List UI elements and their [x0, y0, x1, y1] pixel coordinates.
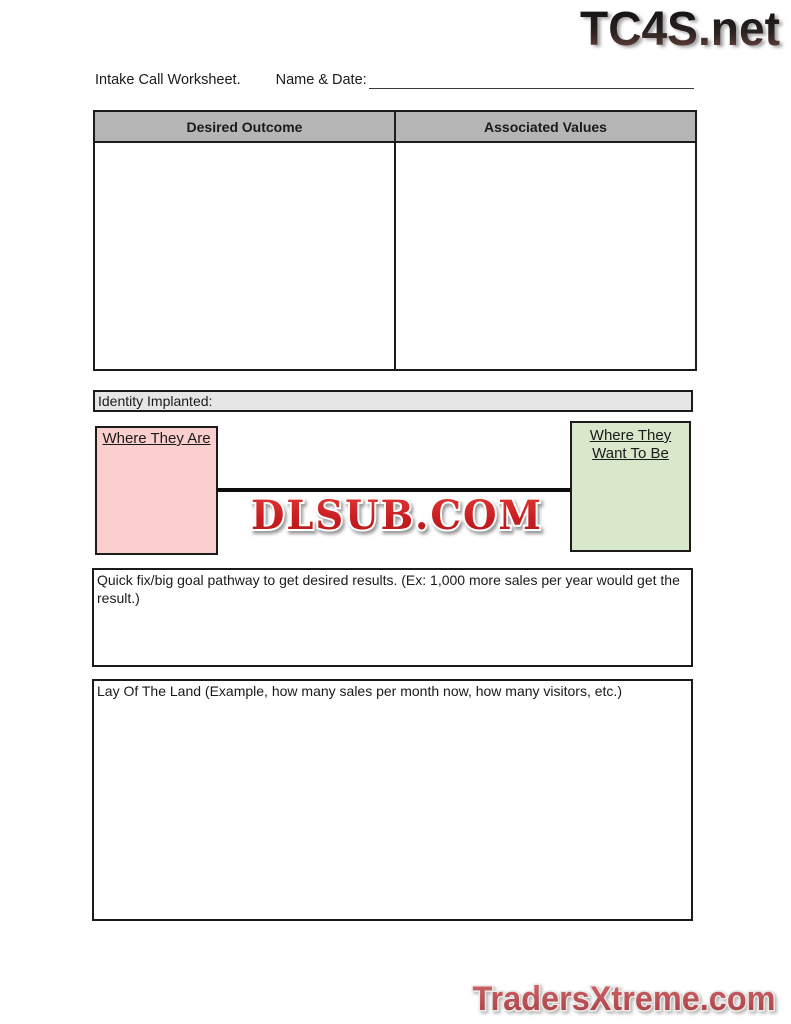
title-row [95, 71, 694, 89]
tradersxtreme-watermark [458, 972, 791, 1024]
column-header-associated-values: Associated Values [484, 118, 607, 135]
where-they-want-label-line1: Where They [589, 427, 672, 444]
where-they-are-box [95, 426, 218, 555]
name-date-blank-line [369, 72, 694, 89]
column-header-desired-outcome: Desired Outcome [95, 112, 396, 141]
desired-outcome-cell [95, 143, 396, 369]
associated-values-cell [396, 143, 695, 369]
tc4s-watermark [572, 0, 790, 58]
tradersxtreme-watermark-text: TradersXtreme.com [472, 980, 776, 1018]
dlsub-watermark-text: DLSUB.COM [251, 492, 543, 539]
outcome-values-table [93, 110, 697, 371]
quick-fix-pathway-box: Quick fix/big goal pathway to get desired results. (Ex: 1,000 more sales per year would get the result.) [92, 568, 693, 667]
tc4s-watermark-text: TC4S.net [580, 3, 781, 56]
lay-of-the-land-box: Lay Of The Land (Example, how many sales per month now, how many visitors, etc.) [92, 679, 693, 921]
where-they-are-label: Where They Are [102, 430, 211, 447]
dlsub-watermark [240, 482, 555, 544]
identity-implanted-bar: Identity Implanted: [93, 390, 693, 412]
where-they-want-to-be-box [570, 421, 691, 552]
name-date-label: Name & Date: [275, 72, 367, 88]
table-body-row [95, 143, 695, 369]
page-title: Intake Call Worksheet. [95, 72, 241, 88]
where-they-want-label-line2: Want To Be [592, 445, 669, 462]
table-header-row [95, 112, 695, 143]
